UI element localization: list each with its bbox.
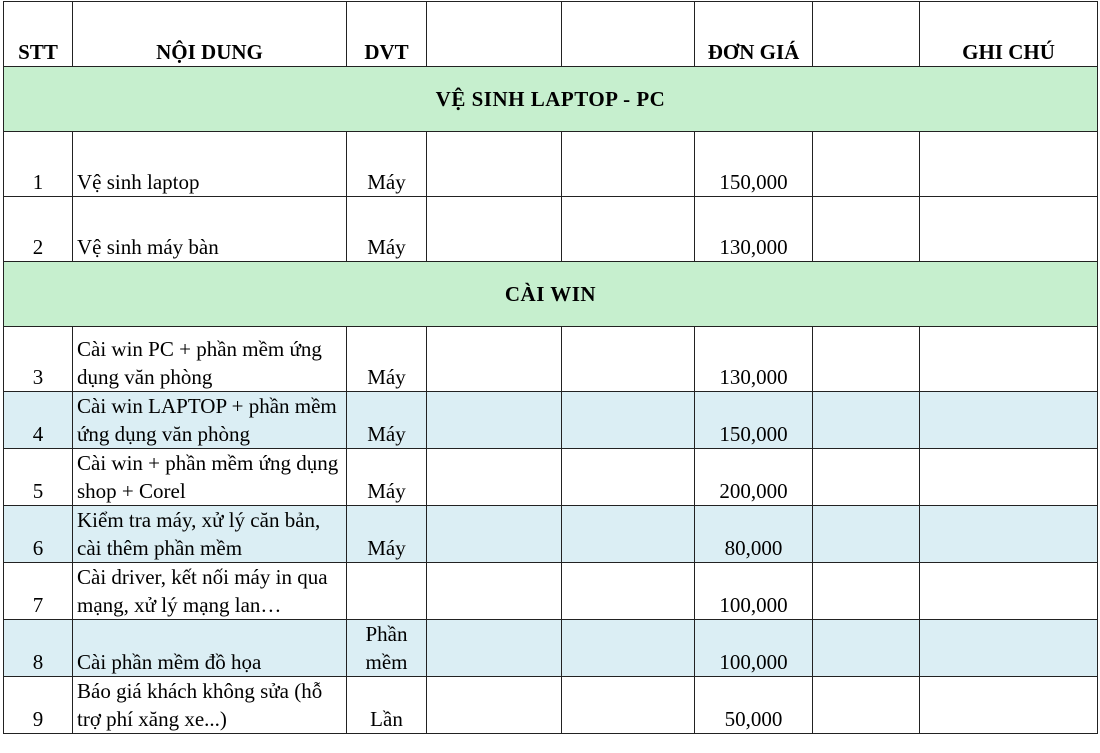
cell-empty bbox=[813, 327, 920, 392]
header-row bbox=[4, 2, 1098, 67]
cell-stt: 9 bbox=[4, 677, 73, 734]
cell-don-gia: 100,000 bbox=[695, 563, 813, 620]
header-ghi-chu: GHI CHÚ bbox=[920, 2, 1098, 67]
cell-stt: 2 bbox=[4, 197, 73, 262]
cell-empty bbox=[427, 449, 562, 506]
cell-dvt: Máy bbox=[347, 392, 427, 449]
cell-don-gia: 200,000 bbox=[695, 449, 813, 506]
cell-empty bbox=[427, 677, 562, 734]
header-noi-dung: NỘI DUNG bbox=[73, 2, 347, 67]
cell-stt: 4 bbox=[4, 392, 73, 449]
cell-stt: 3 bbox=[4, 327, 73, 392]
table-row bbox=[4, 620, 1098, 677]
cell-empty bbox=[562, 392, 695, 449]
table-row bbox=[4, 563, 1098, 620]
cell-don-gia: 150,000 bbox=[695, 132, 813, 197]
cell-empty bbox=[813, 677, 920, 734]
cell-don-gia: 50,000 bbox=[695, 677, 813, 734]
table-row bbox=[4, 677, 1098, 734]
cell-ghi-chu bbox=[920, 132, 1098, 197]
cell-empty bbox=[562, 132, 695, 197]
cell-empty bbox=[427, 327, 562, 392]
cell-empty bbox=[562, 197, 695, 262]
cell-ghi-chu bbox=[920, 677, 1098, 734]
cell-dvt: Máy bbox=[347, 197, 427, 262]
header-blank-1 bbox=[427, 2, 562, 67]
cell-empty bbox=[427, 620, 562, 677]
cell-empty bbox=[562, 327, 695, 392]
cell-noi-dung: Vệ sinh máy bàn bbox=[73, 197, 347, 262]
cell-ghi-chu bbox=[920, 449, 1098, 506]
cell-stt: 6 bbox=[4, 506, 73, 563]
cell-don-gia: 130,000 bbox=[695, 197, 813, 262]
cell-dvt: Máy bbox=[347, 132, 427, 197]
cell-noi-dung: Báo giá khách không sửa (hỗ trợ phí xăng xe...) bbox=[73, 677, 347, 734]
cell-dvt: Lần bbox=[347, 677, 427, 734]
cell-dvt bbox=[347, 563, 427, 620]
cell-empty bbox=[813, 506, 920, 563]
cell-dvt: Máy bbox=[347, 327, 427, 392]
cell-empty bbox=[813, 132, 920, 197]
cell-empty bbox=[427, 392, 562, 449]
cell-empty bbox=[562, 449, 695, 506]
cell-ghi-chu bbox=[920, 197, 1098, 262]
cell-empty bbox=[427, 132, 562, 197]
cell-empty bbox=[562, 506, 695, 563]
table-row bbox=[4, 132, 1098, 197]
cell-dvt: Máy bbox=[347, 449, 427, 506]
cell-stt: 1 bbox=[4, 132, 73, 197]
section-title: VỆ SINH LAPTOP - PC bbox=[4, 67, 1098, 132]
cell-empty bbox=[813, 392, 920, 449]
cell-stt: 7 bbox=[4, 563, 73, 620]
cell-noi-dung: Cài phần mềm đồ họa bbox=[73, 620, 347, 677]
table-row bbox=[4, 506, 1098, 563]
cell-don-gia: 130,000 bbox=[695, 327, 813, 392]
price-table bbox=[3, 1, 1098, 734]
cell-ghi-chu bbox=[920, 563, 1098, 620]
cell-empty bbox=[813, 449, 920, 506]
table-row bbox=[4, 449, 1098, 506]
table-row bbox=[4, 197, 1098, 262]
cell-ghi-chu bbox=[920, 392, 1098, 449]
cell-noi-dung: Cài win + phần mềm ứng dụng shop + Corel bbox=[73, 449, 347, 506]
cell-empty bbox=[427, 197, 562, 262]
header-stt: STT bbox=[4, 2, 73, 67]
table-row bbox=[4, 327, 1098, 392]
cell-ghi-chu bbox=[920, 506, 1098, 563]
cell-ghi-chu bbox=[920, 327, 1098, 392]
header-don-gia: ĐƠN GIÁ bbox=[695, 2, 813, 67]
cell-noi-dung: Cài driver, kết nối máy in qua mạng, xử lý mạng lan… bbox=[73, 563, 347, 620]
cell-don-gia: 100,000 bbox=[695, 620, 813, 677]
cell-empty bbox=[562, 620, 695, 677]
cell-don-gia: 80,000 bbox=[695, 506, 813, 563]
cell-empty bbox=[562, 563, 695, 620]
cell-noi-dung: Cài win PC + phần mềm ứng dụng văn phòng bbox=[73, 327, 347, 392]
section-row bbox=[4, 67, 1098, 132]
cell-dvt: Máy bbox=[347, 506, 427, 563]
table-row bbox=[4, 392, 1098, 449]
section-title: CÀI WIN bbox=[4, 262, 1098, 327]
cell-dvt: Phần mềm bbox=[347, 620, 427, 677]
cell-empty bbox=[427, 563, 562, 620]
header-blank-3 bbox=[813, 2, 920, 67]
header-blank-2 bbox=[562, 2, 695, 67]
cell-empty bbox=[562, 677, 695, 734]
header-dvt: DVT bbox=[347, 2, 427, 67]
cell-empty bbox=[813, 197, 920, 262]
cell-empty bbox=[427, 506, 562, 563]
cell-empty bbox=[813, 620, 920, 677]
cell-ghi-chu bbox=[920, 620, 1098, 677]
cell-noi-dung: Vệ sinh laptop bbox=[73, 132, 347, 197]
cell-stt: 5 bbox=[4, 449, 73, 506]
cell-empty bbox=[813, 563, 920, 620]
section-row bbox=[4, 262, 1098, 327]
cell-don-gia: 150,000 bbox=[695, 392, 813, 449]
cell-stt: 8 bbox=[4, 620, 73, 677]
cell-noi-dung: Cài win LAPTOP + phần mềm ứng dụng văn phòng bbox=[73, 392, 347, 449]
cell-noi-dung: Kiểm tra máy, xử lý căn bản, cài thêm phần mềm bbox=[73, 506, 347, 563]
